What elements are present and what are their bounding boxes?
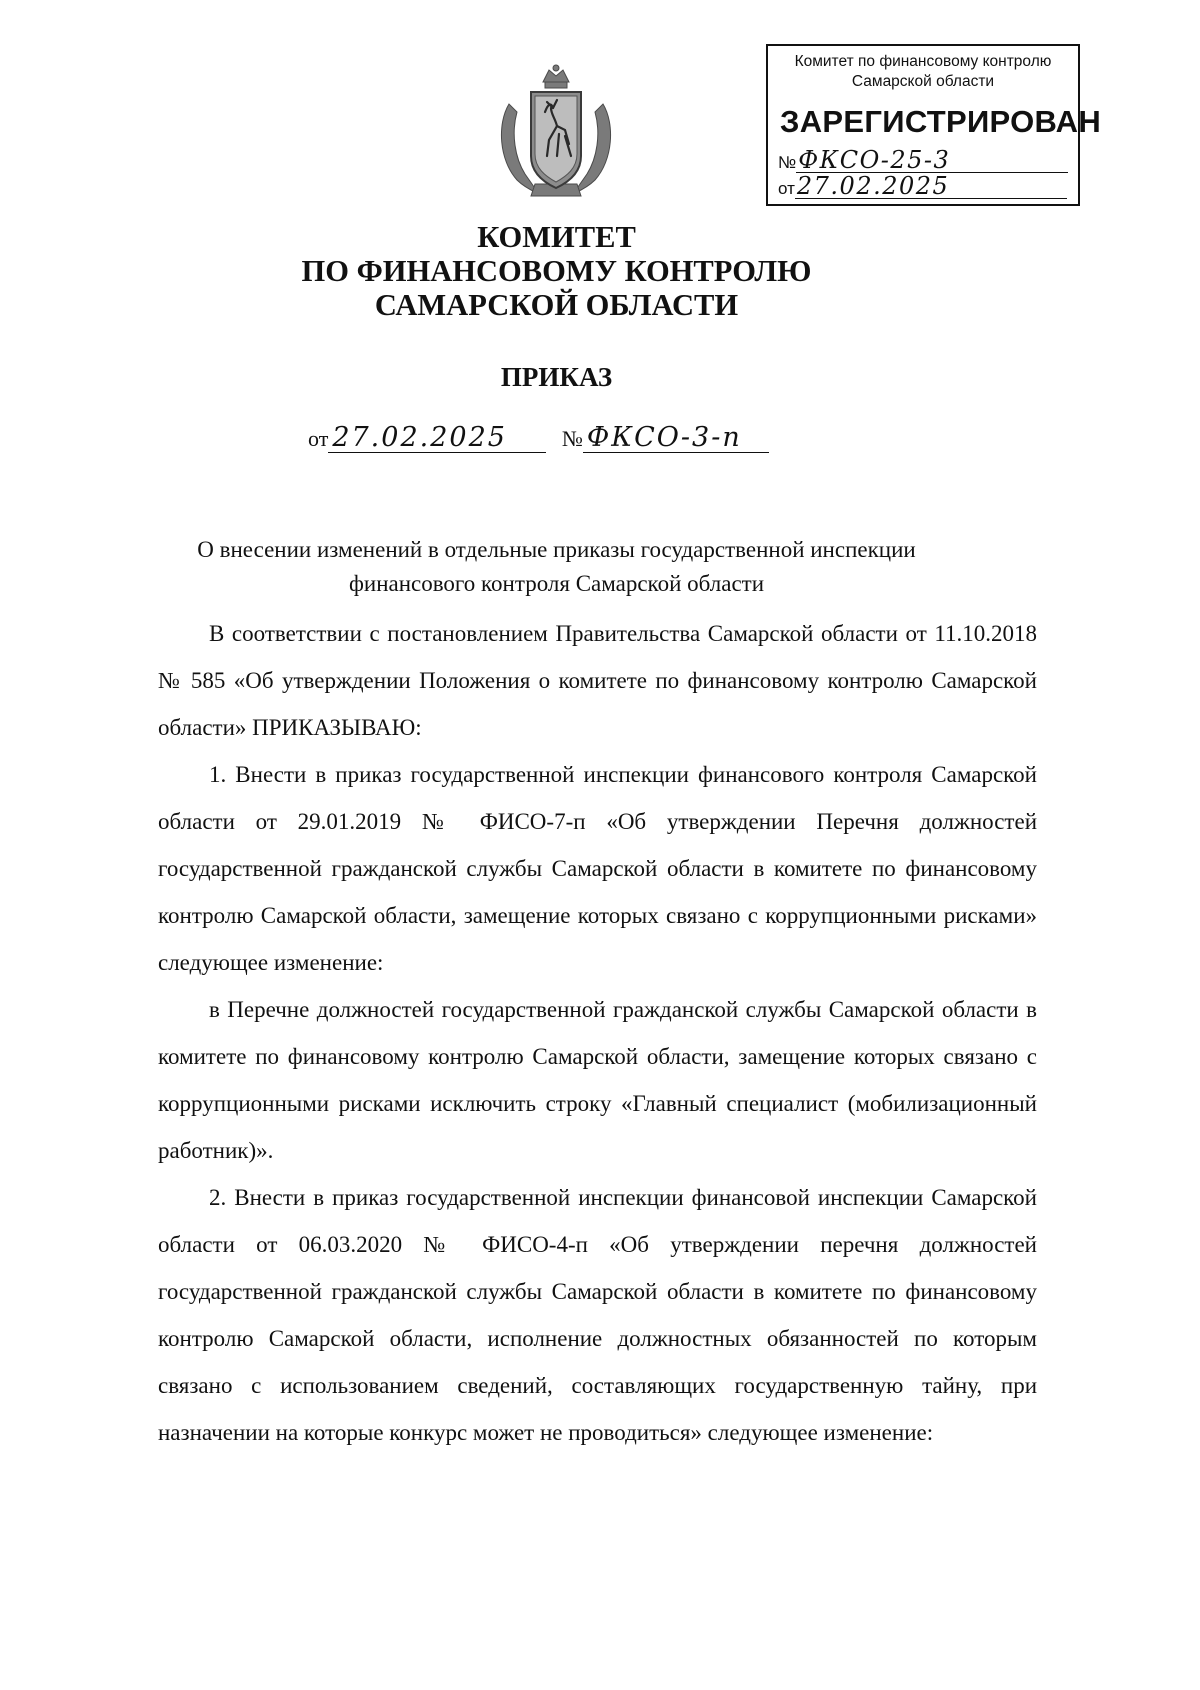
order-date-value: 27.02.2025	[328, 424, 546, 453]
stamp-date-row	[778, 174, 1067, 199]
order-date-label: от	[308, 426, 329, 451]
order-date-number	[308, 424, 769, 453]
stamp-number-value: ФКСО-25-3	[796, 148, 1068, 173]
stamp-org-line-1: Комитет по финансовому контролю	[794, 53, 1052, 70]
body-paragraph: 2. Внести в приказ государственной инспекции финансовой инспекции Самарской области от 06.03.2020 № ФИСО-4-п «Об утверждении перечня должностей государственной гражданской службы Самарской области в комитете по финансовому контролю Самарской области, исполнение должностных обязанностей по которым связано с использованием сведений, составляющих государственную тайну, при назначении на которые конкурс может не проводиться» следующее изменение:	[158, 1185, 1037, 1445]
organization-name	[0, 220, 1113, 322]
body-paragraph: в Перечне должностей государственной гражданской службы Самарской области в комитете по финансовому контролю Самарской области, замещение которых связано с коррупционными рисками исключить строку «Главный специалист (мобилизационный работник)».	[158, 997, 1037, 1163]
order-number-label: №	[561, 426, 583, 451]
stamp-title: ЗАРЕГИСТРИРОВАН	[780, 104, 1102, 139]
order-subject	[120, 533, 993, 601]
stamp-org-line-2: Самарской области	[851, 73, 995, 90]
stamp-date-label: от	[778, 179, 795, 198]
stamp-organization	[768, 52, 1078, 92]
order-body	[158, 610, 1037, 1456]
body-paragraph: 1. Внести в приказ государственной инспекции финансового контроля Самарской области от 29.01.2019 № ФИСО-7-п «Об утверждении Перечня должностей государственной гражданской службы Самарской области в комитете по финансовому контролю Самарской области, замещение которых связано с коррупционными рисками» следующее изменение:	[158, 762, 1037, 975]
body-paragraph: В соответствии с постановлением Правительства Самарской области от 11.10.2018 № 585 «Об утверждении Положения о комитете по финансовому контролю Самарской области» ПРИКАЗЫВАЮ:	[158, 621, 1037, 740]
order-number-value: ФКСО-3-п	[583, 424, 769, 453]
organization-line-1: КОМИТЕТ	[477, 220, 636, 254]
subject-line-2: финансового контроля Самарской области	[348, 571, 765, 596]
subject-line-1: О внесении изменений в отдельные приказы государственной инспекции	[197, 537, 916, 562]
stamp-number-label: №	[778, 153, 797, 172]
stamp-date-value: 27.02.2025	[795, 174, 1067, 199]
stamp-number-row	[778, 148, 1068, 173]
document-type: ПРИКАЗ	[500, 362, 613, 392]
coat-of-arms-icon	[495, 64, 617, 198]
organization-line-3: САМАРСКОЙ ОБЛАСТИ	[374, 288, 739, 322]
organization-line-2: ПО ФИНАНСОВОМУ КОНТРОЛЮ	[301, 254, 812, 288]
registration-stamp	[766, 44, 1102, 206]
